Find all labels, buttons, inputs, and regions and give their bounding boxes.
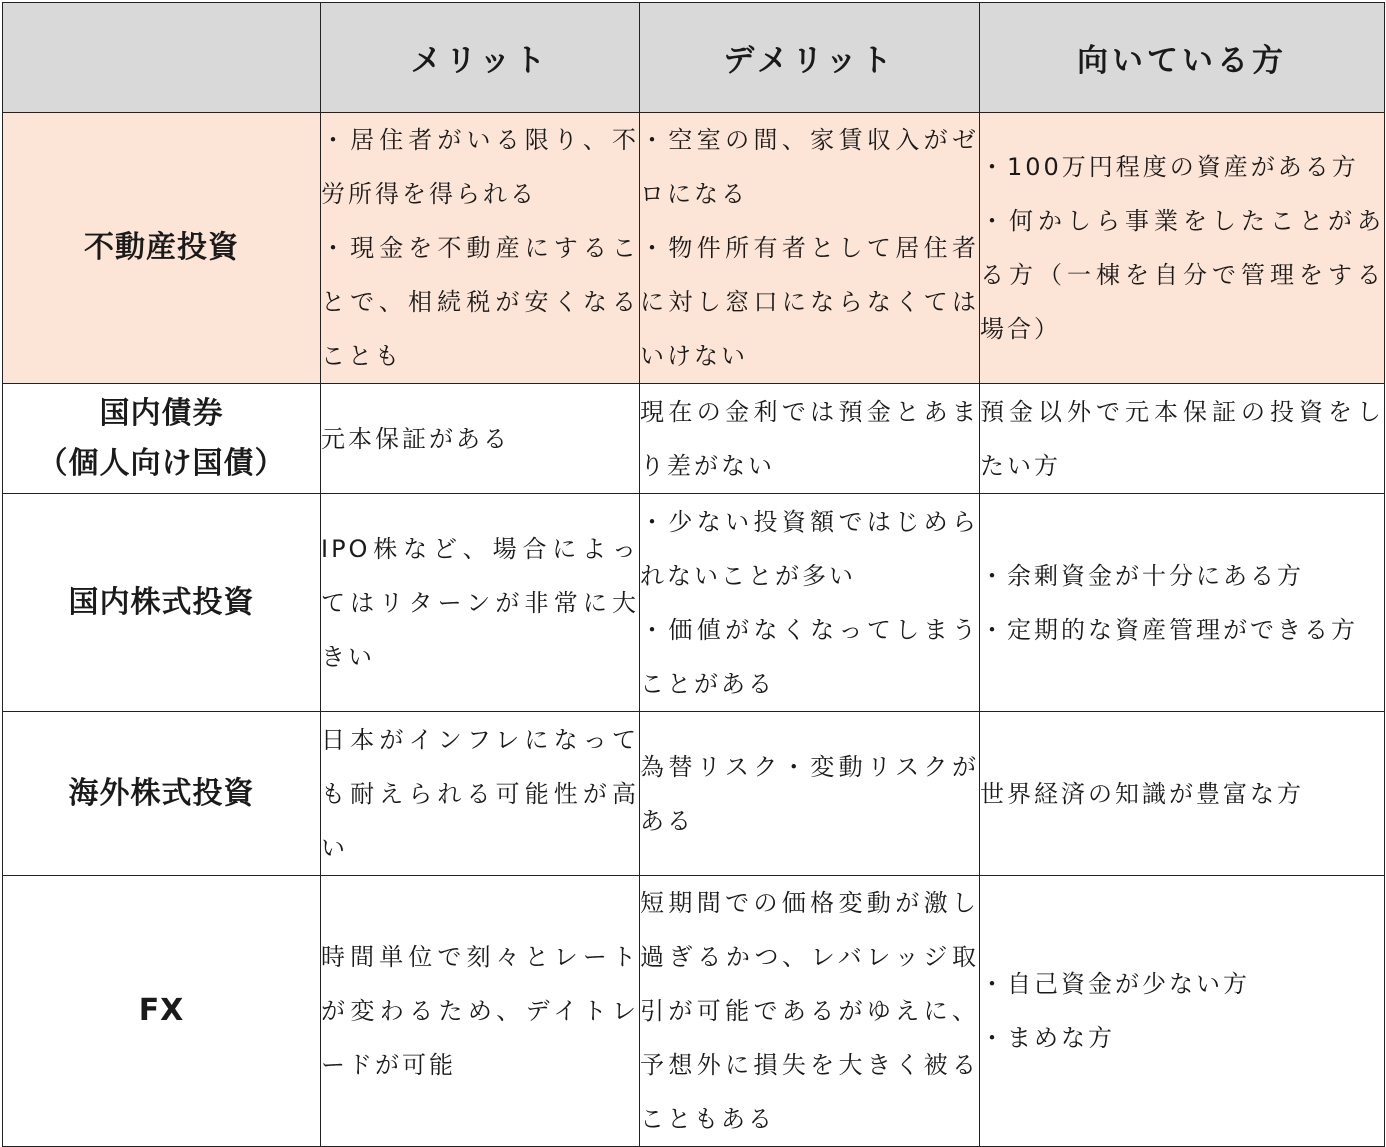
row-name: 海外株式投資 xyxy=(3,712,321,876)
header-row xyxy=(3,3,1385,113)
suited-cell: 預金以外で元本保証の投資をしたい方 xyxy=(980,384,1385,494)
row-name: 国内債券 （個人向け国債） xyxy=(3,384,321,494)
row-name: FX xyxy=(3,876,321,1147)
table-row-real-estate xyxy=(3,113,1385,384)
demerit-cell: ・少ない投資額ではじめられないことが多い ・価値がなくなってしまうことがある xyxy=(640,494,980,712)
table-row-foreign-stocks xyxy=(3,712,1385,876)
header-suited: 向いている方 xyxy=(980,3,1385,113)
merit-cell: IPO株など、場合によってはリターンが非常に大きい xyxy=(321,494,640,712)
header-merit: メリット xyxy=(321,3,640,113)
demerit-cell: ・空室の間、家賃収入がゼロになる ・物件所有者として居住者に対し窓口にならなくてはいけない xyxy=(640,113,980,384)
merit-cell: ・居住者がいる限り、不労所得を得られる ・現金を不動産にすることで、相続税が安くなることも xyxy=(321,113,640,384)
header-demerit: デメリット xyxy=(640,3,980,113)
suited-cell: ・自己資金が少ない方 ・まめな方 xyxy=(980,876,1385,1147)
suited-cell: 世界経済の知識が豊富な方 xyxy=(980,712,1385,876)
row-name: 不動産投資 xyxy=(3,113,321,384)
table-row-domestic-stocks xyxy=(3,494,1385,712)
merit-cell: 時間単位で刻々とレートが変わるため、デイトレードが可能 xyxy=(321,876,640,1147)
demerit-cell: 現在の金利では預金とあまり差がない xyxy=(640,384,980,494)
table-row-fx xyxy=(3,876,1385,1147)
investment-comparison-table xyxy=(2,2,1385,1147)
table-row-domestic-bonds xyxy=(3,384,1385,494)
merit-cell: 元本保証がある xyxy=(321,384,640,494)
demerit-cell: 短期間での価格変動が激し過ぎるかつ、レバレッジ取引が可能であるがゆえに、予想外に損失を大きく被ることもある xyxy=(640,876,980,1147)
suited-cell: ・余剰資金が十分にある方 ・定期的な資産管理ができる方 xyxy=(980,494,1385,712)
header-corner xyxy=(3,3,321,113)
row-name: 国内株式投資 xyxy=(3,494,321,712)
merit-cell: 日本がインフレになっても耐えられる可能性が高い xyxy=(321,712,640,876)
suited-cell: ・100万円程度の資産がある方 ・何かしら事業をしたことがある方（一棟を自分で管理をする場合） xyxy=(980,113,1385,384)
demerit-cell: 為替リスク・変動リスクがある xyxy=(640,712,980,876)
